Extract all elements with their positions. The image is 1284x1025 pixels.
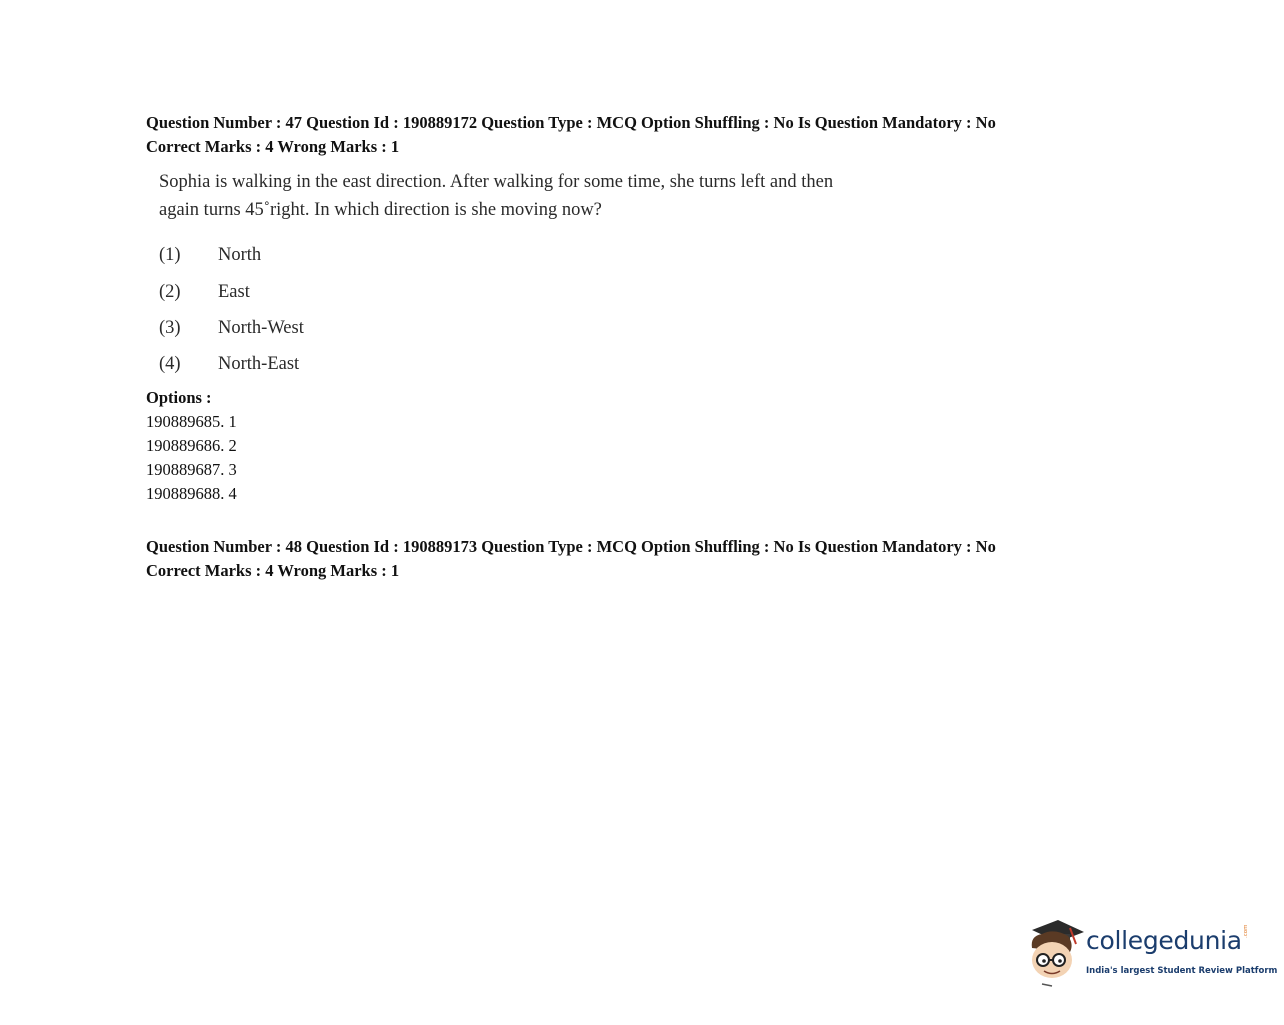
collegedunia-logo [1024,914,1278,990]
choice-text: North [218,245,262,265]
choice-number: (1) [159,245,181,265]
choice-text: North-West [218,318,304,338]
choice-number: (4) [159,354,181,374]
choice-1 [159,242,261,268]
logo-com: .com [1243,924,1249,938]
option-id-1: 190889685. 1 [146,412,237,431]
question-47-stem [159,168,979,224]
logo-tagline: India's largest Student Review Platform [1086,966,1278,976]
choice-number: (2) [159,282,181,302]
question-48-header-line2: Correct Marks : 4 Wrong Marks : 1 [146,561,400,580]
option-id-4: 190889688. 4 [146,484,237,503]
mascot-icon [1024,914,1086,990]
question-48-header-line1: Question Number : 48 Question Id : 190889173 Question Type : MCQ Option Shuffling : No Is Question Mandatory : No [146,537,996,556]
question-47-header-line1: Question Number : 47 Question Id : 190889172 Question Type : MCQ Option Shuffling : No Is Question Mandatory : No [146,113,996,132]
option-id-2: 190889686. 2 [146,436,237,455]
question-47-header-line2: Correct Marks : 4 Wrong Marks : 1 [146,137,400,156]
stem-line-1: Sophia is walking in the east direction. After walking for some time, she turns left and then [159,172,834,192]
choice-4 [159,351,299,377]
choice-2 [159,279,250,305]
choice-3 [159,315,304,341]
stem-line-2: again turns 45˚right. In which direction is she moving now? [159,200,602,220]
option-id-3: 190889687. 3 [146,460,237,479]
choice-text: East [218,282,250,302]
choice-number: (3) [159,318,181,338]
options-label: Options : [146,388,212,407]
logo-name: collegedunia [1086,926,1242,955]
choice-text: North-East [218,354,300,374]
